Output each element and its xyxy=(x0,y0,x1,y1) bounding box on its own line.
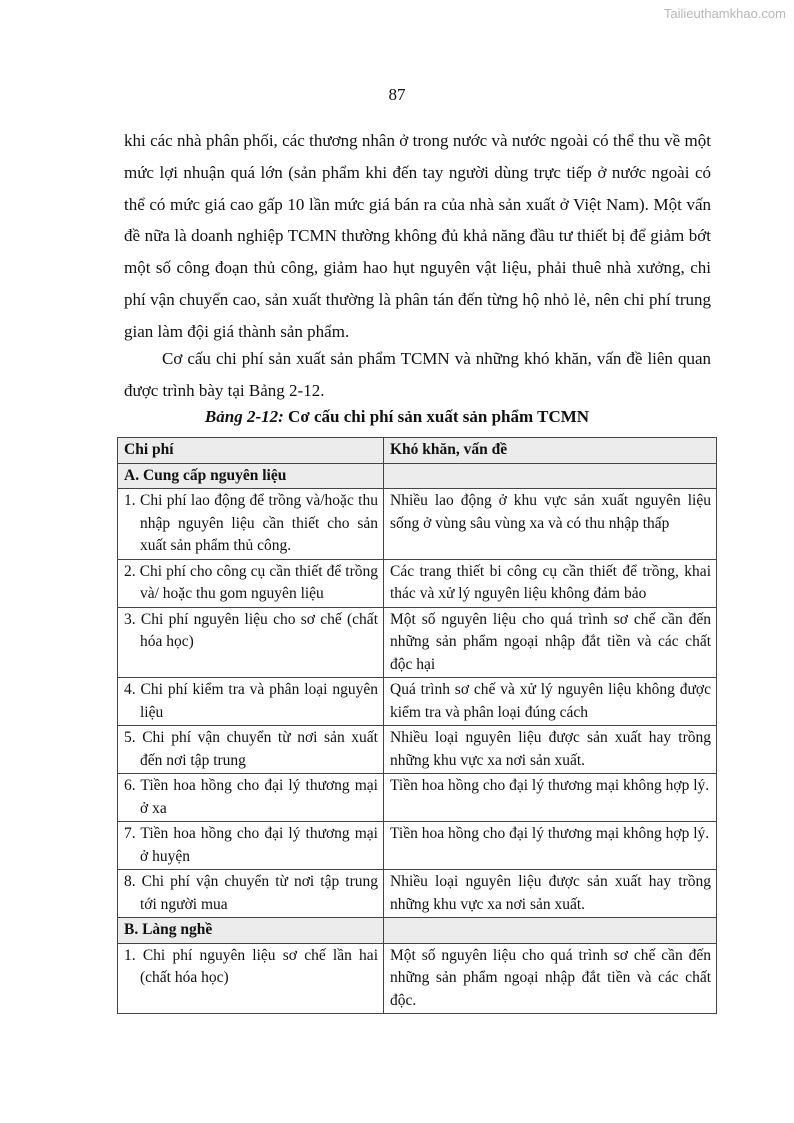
issue-cell: Nhiều lao động ở khu vực sản xuất nguyên liệu sống ở vùng sâu vùng xa và có thu nhập thấp xyxy=(384,489,717,560)
issue-cell: Nhiều loại nguyên liệu được sản xuất hay trồng những khu vực xa nơi sản xuất. xyxy=(384,726,717,774)
cost-cell xyxy=(118,822,384,870)
cost-text: 1. Chi phí lao động để trồng và/hoặc thu nhập nguyên liệu cần thiết cho sản xuất sản phẩm thủ công. xyxy=(124,492,378,554)
cost-cell xyxy=(118,489,384,560)
body-paragraph: khi các nhà phân phối, các thương nhân ở trong nước và nước ngoài có thể thu về một mức lợi nhuận quá lớn (sản phẩm khi đến tay người dùng trực tiếp ở nước ngoài có thể có mức giá cao gấp 10 lần mức giá bán ra của nhà sản xuất ở Việt Nam). Một vấn đề nữa là doanh nghiệp TCMN thường không đủ khả năng đầu tư thiết bị để giảm bớt một số công đoạn thủ công, giảm hao hụt nguyên vật liệu, phải thuê nhà xưởng, chi phí vận chuyển cao, sản xuất thường là phân tán đến từng hộ nhỏ lẻ, nên chi phí trung gian làm đội giá thành sản phẩm. xyxy=(124,131,711,341)
cost-text: 3. Chi phí nguyên liệu cho sơ chế (chất hóa học) xyxy=(124,610,378,650)
section-row xyxy=(118,463,717,489)
issue-cell: Quá trình sơ chế và xử lý nguyên liệu không được kiểm tra và phân loại đúng cách xyxy=(384,678,717,726)
issue-cell: Tiền hoa hồng cho đại lý thương mại không hợp lý. xyxy=(384,774,717,822)
page-number: 87 xyxy=(388,85,406,104)
issue-cell: Nhiều loại nguyên liệu được sản xuất hay trồng những khu vực xa nơi sản xuất. xyxy=(384,870,717,918)
cost-structure-table xyxy=(117,437,717,1014)
cost-text: 4. Chi phí kiểm tra và phân loại nguyên liệu xyxy=(124,681,378,721)
section-empty-cell xyxy=(384,463,717,489)
section-title: B. Làng nghề xyxy=(118,918,384,944)
table-row xyxy=(118,726,717,774)
table-row xyxy=(118,943,717,1014)
table-row xyxy=(118,774,717,822)
cost-text: 1. Chi phí nguyên liệu sơ chế lần hai (chất hóa học) xyxy=(124,946,378,986)
section-empty-cell xyxy=(384,918,717,944)
table-row xyxy=(118,870,717,918)
table-caption xyxy=(0,407,794,427)
cost-cell xyxy=(118,607,384,678)
cost-text: 8. Chi phí vận chuyển từ nơi tập trung tới người mua xyxy=(124,873,378,913)
cost-cell xyxy=(118,774,384,822)
issue-cell: Tiền hoa hồng cho đại lý thương mại không hợp lý. xyxy=(384,822,717,870)
table-caption-label: Bảng 2-12: xyxy=(204,407,284,426)
cost-cell xyxy=(118,726,384,774)
header-issues: Khó khăn, vấn đề xyxy=(384,438,717,464)
table-row xyxy=(118,559,717,607)
table-header-row xyxy=(118,438,717,464)
issue-cell: Một số nguyên liệu cho quá trình sơ chế cần đến những sản phẩm ngoại nhập đắt tiền và các chất độc hại xyxy=(384,607,717,678)
header-cost: Chi phí xyxy=(118,438,384,464)
issue-cell: Các trang thiết bi công cụ cần thiết để trồng, khai thác và xử lý nguyên liệu không đảm bảo xyxy=(384,559,717,607)
cost-cell xyxy=(118,678,384,726)
cost-cell xyxy=(118,559,384,607)
table-row xyxy=(118,822,717,870)
cost-text: 2. Chi phí cho công cụ cần thiết để trồng và/ hoặc thu gom nguyên liệu xyxy=(124,562,378,602)
issue-cell: Một số nguyên liệu cho quá trình sơ chế cần đến những sản phẩm ngoại nhập đắt tiền và các chất độc. xyxy=(384,943,717,1014)
cost-text: 5. Chi phí vận chuyển từ nơi sản xuất đến nơi tập trung xyxy=(124,729,378,769)
body-paragraph: Cơ cấu chi phí sản xuất sản phẩm TCMN và những khó khăn, vấn đề liên quan được trình bày tại Bảng 2-12. xyxy=(124,349,711,400)
cost-text: 6. Tiền hoa hồng cho đại lý thương mại ở xa xyxy=(124,777,378,817)
cost-cell xyxy=(118,870,384,918)
section-row xyxy=(118,918,717,944)
table-row xyxy=(118,607,717,678)
cost-text: 7. Tiền hoa hồng cho đại lý thương mại ở huyện xyxy=(124,825,378,865)
table-row xyxy=(118,489,717,560)
watermark: Tailieuthamkhao.com xyxy=(663,6,786,21)
table-row xyxy=(118,678,717,726)
section-title: A. Cung cấp nguyên liệu xyxy=(118,463,384,489)
cost-cell xyxy=(118,943,384,1014)
table-caption-text: Cơ cấu chi phí sản xuất sản phẩm TCMN xyxy=(283,407,590,426)
